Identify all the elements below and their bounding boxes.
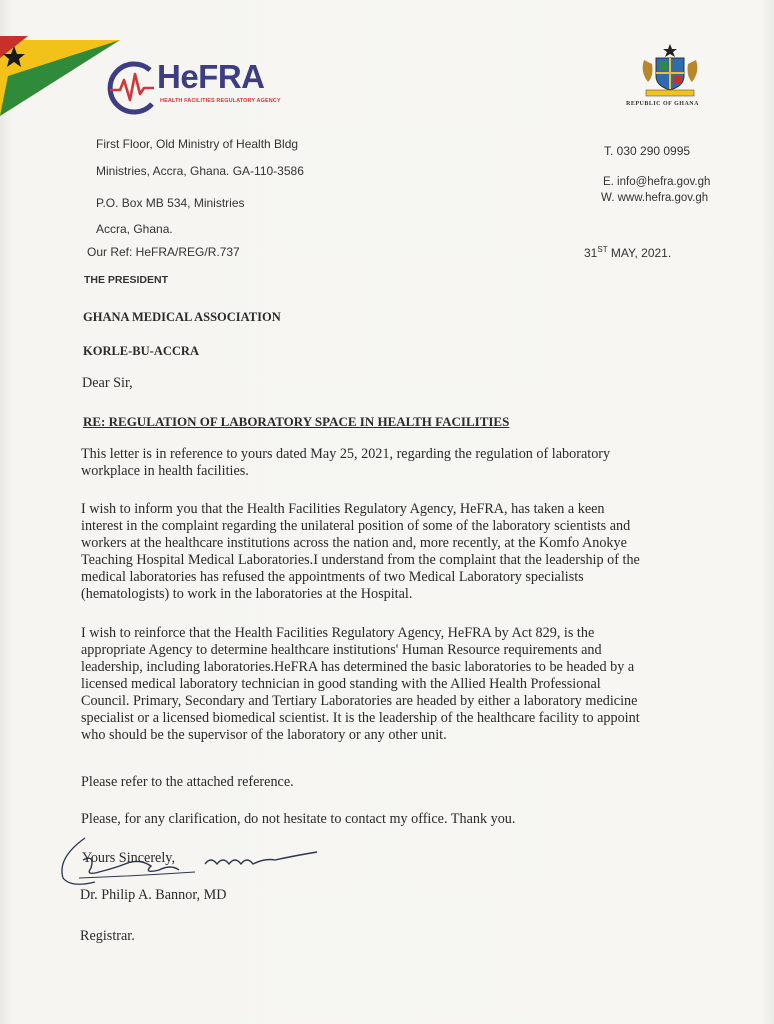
recipient-organization: GHANA MEDICAL ASSOCIATION bbox=[83, 310, 281, 324]
reference-number: Our Ref: HeFRA/REG/R.737 bbox=[87, 245, 240, 259]
address-line-1: First Floor, Old Ministry of Health Bldg bbox=[96, 137, 299, 151]
paragraph-3-line: who should be the supervisor of the laboratory or any other unit. bbox=[81, 727, 447, 743]
paragraph-5: Please, for any clarification, do not hesitate to contact my office. Thank you. bbox=[81, 811, 516, 827]
closing: Yours Sincerely, bbox=[82, 850, 176, 866]
recipient-location: KORLE-BU-ACCRA bbox=[83, 344, 199, 358]
paragraph-3-line: appropriate Agency to determine healthcare institutions' Human Resource requirements and bbox=[81, 642, 602, 658]
signatory-title: Registrar. bbox=[80, 928, 135, 944]
hefra-logo-text: HeFRA bbox=[157, 58, 265, 95]
address-line-4: Accra, Ghana. bbox=[96, 222, 173, 236]
hefra-logo-subtitle: HEALTH FACILITIES REGULATORY AGENCY bbox=[160, 98, 281, 104]
paragraph-2-line: Teaching Hospital Medical Laboratories.I understand from the complaint that the leadership of the bbox=[81, 552, 640, 568]
signatory-name: Dr. Philip A. Bannor, MD bbox=[80, 887, 227, 903]
paragraph-1-line: workplace in health facilities. bbox=[81, 463, 249, 479]
paragraph-2-line: I wish to inform you that the Health Facilities Regulatory Agency, HeFRA, has taken a keen bbox=[81, 501, 605, 517]
paragraph-2-line: medical laboratories has refused the appointments of two Medical Laboratory specialists bbox=[81, 569, 584, 585]
paragraph-2-line: workers at the healthcare institutions across the nation and, more recently, at the Komfo Anokye bbox=[81, 535, 627, 551]
subject-line: RE: REGULATION OF LABORATORY SPACE IN HEALTH FACILITIES bbox=[83, 414, 510, 429]
paragraph-3-line: I wish to reinforce that the Health Facilities Regulatory Agency, HeFRA by Act 829, is the bbox=[81, 625, 595, 641]
paragraph-2-line: (hematologists) to work in the laboratories at the Hospital. bbox=[81, 586, 413, 602]
paragraph-3-line: leadership, including laboratories.HeFRA has determined the basic laboratories to be headed by a bbox=[81, 659, 635, 675]
paragraph-4: Please refer to the attached reference. bbox=[81, 774, 294, 790]
paragraph-3-line: licensed medical laboratory technician in good standing with the Allied Health Professional bbox=[81, 676, 601, 692]
contact-email: E. info@hefra.gov.gh bbox=[603, 176, 711, 188]
address-line-2: Ministries, Accra, Ghana. GA-110-3586 bbox=[96, 164, 304, 178]
ghana-coat-of-arms-icon bbox=[636, 42, 704, 98]
ghana-flag-corner-icon bbox=[0, 36, 120, 116]
paragraph-1-line: This letter is in reference to yours dated May 25, 2021, regarding the regulation of laboratory bbox=[81, 446, 611, 462]
paragraph-3-line: Council. Primary, Secondary and Tertiary Laboratories are headed by either a laboratory medicine bbox=[81, 693, 638, 709]
paragraph-3-line: specialist or a licensed biomedical scientist. It is the leadership of the healthcare facility to appoint bbox=[81, 710, 640, 726]
paragraph-2-line: interest in the complaint regarding the unilateral position of some of the laboratory scientists and bbox=[81, 518, 631, 534]
contact-website: W. www.hefra.gov.gh bbox=[601, 192, 709, 204]
salutation: Dear Sir, bbox=[82, 375, 133, 391]
emblem-label: REPUBLIC OF GHANA bbox=[626, 101, 699, 107]
letter-date: 31ST MAY, 2021. bbox=[584, 245, 672, 260]
recipient-title: THE PRESIDENT bbox=[84, 274, 169, 286]
contact-phone: T. 030 290 0995 bbox=[604, 144, 691, 158]
address-line-3: P.O. Box MB 534, Ministries bbox=[96, 196, 245, 210]
